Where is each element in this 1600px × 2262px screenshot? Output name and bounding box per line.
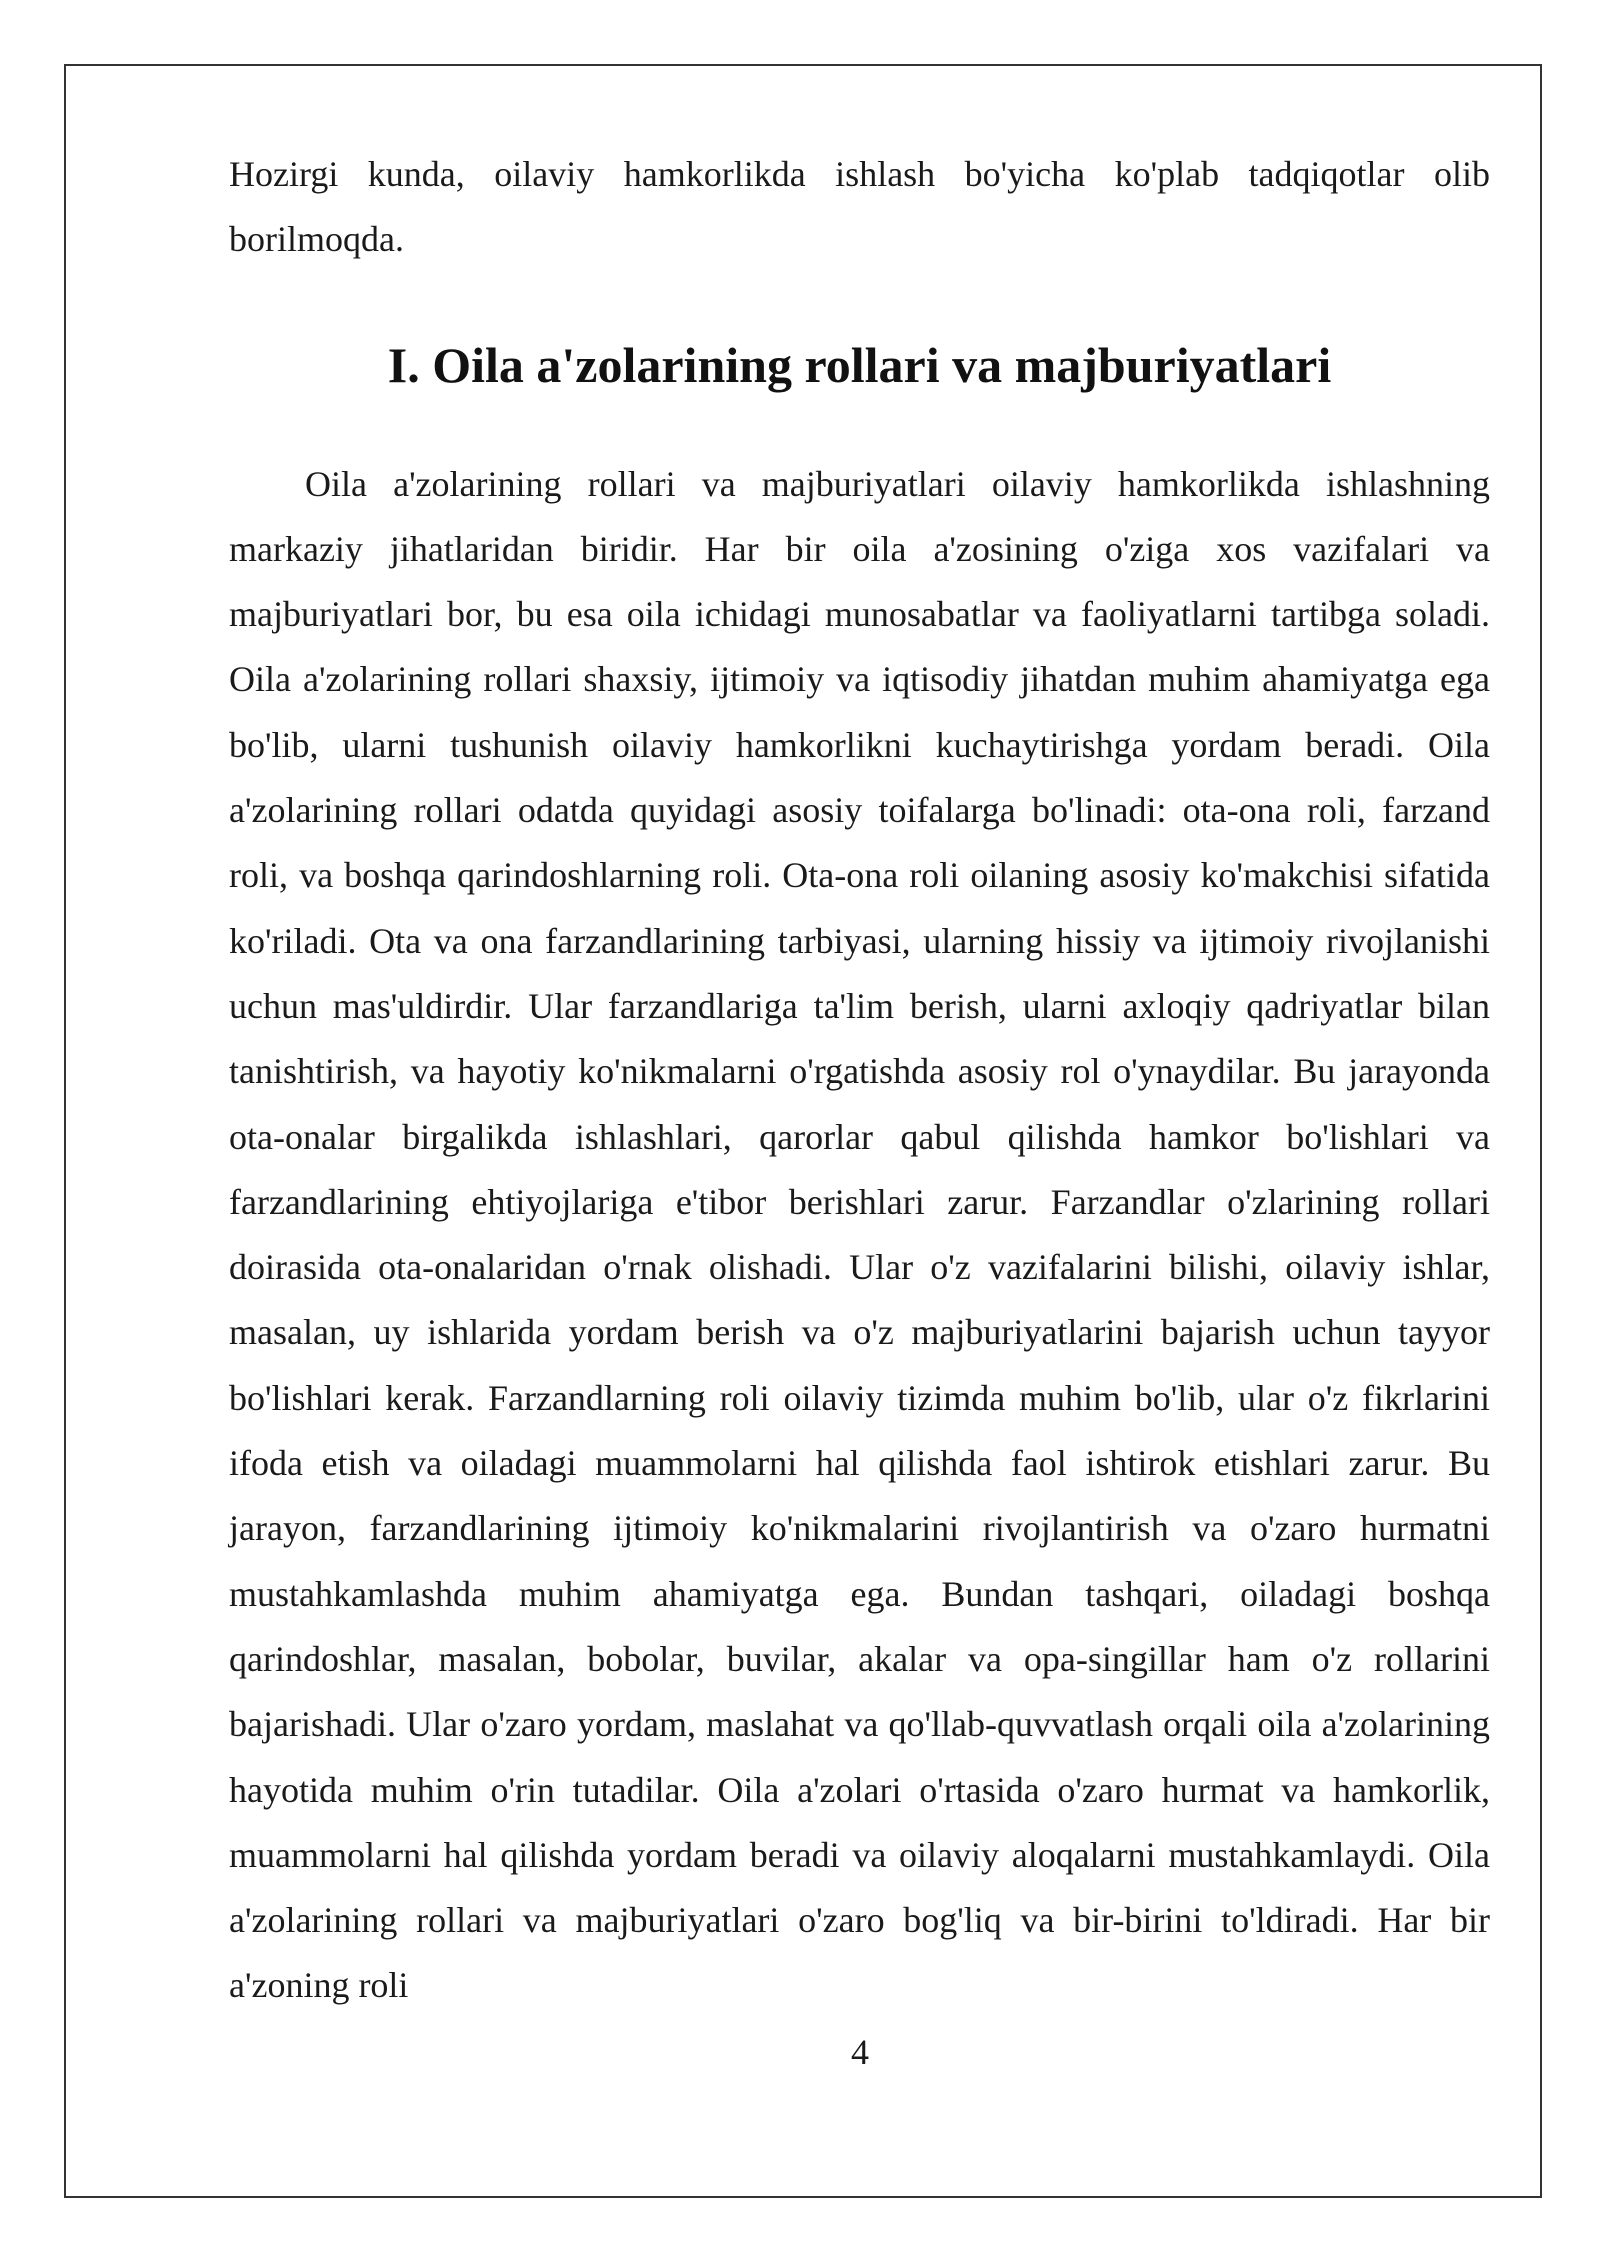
body-paragraph: Oila a'zolarining rollari va majburiyatlari oilaviy hamkorlikda ishlashning markaziy jihatlaridan biridir. Har bir oila a'zosining o'ziga xos vazifalari va majburiyatlari bor, bu esa oila ichidagi munosabatlar va faoliyatlarni tartibga soladi. Oila a'zolarining rollari shaxsiy, ijtimoiy va iqtisodiy jihatdan muhim ahamiyatga ega bo'lib, ularni tushunish oilaviy hamkorlikni kuchaytirishga yordam beradi. Oila a'zolarining rollari odatda quyidagi asosiy toifalarga bo'linadi: ota-ona roli, farzand roli, va boshqa qarindoshlarning roli. Ota-ona roli oilaning asosiy ko'makchisi sifatida ko'riladi. Ota va ona farzandlarining tarbiyasi, ularning hissiy va ijtimoiy rivojlanishi uchun mas'uldirdir. Ular farzandlariga ta'lim berish, ularni axloqiy qadriyatlar bilan tanishtirish, va hayotiy ko'nikmalarni o'rgatishda asosiy rol o'ynaydilar. Bu jarayonda ota-onalar birgalikda ishlashlari, qarorlar qabul qilishda hamkor bo'lishlari va farzandlarining ehtiyojlariga e'tibor berishlari zarur. Farzandlar o'zlarining rollari doirasida ota-onalaridan o'rnak olishadi. Ular o'z vazifalarini bilishi, oilaviy ishlar, masalan, uy ishlarida yordam berish va o'z majburiyatlarini bajarish uchun tayyor bo'lishlari kerak. Farzandlarning roli oilaviy tizimda muhim bo'lib, ular o'z fikrlarini ifoda etish va oiladagi muammolarni hal qilishda faol ishtirok etishlari zarur. Bu jarayon, farzandlarining ijtimoiy ko'nikmalarini rivojlantirish va o'zaro hurmatni mustahkamlashda muhim ahamiyatga ega. Bundan tashqari, oiladagi boshqa qarindoshlar, masalan, bobolar, buvilar, akalar va opa-singillar ham o'z rollarini bajarishadi. Ular o'zaro yordam, maslahat va qo'llab-quvvatlash orqali oila a'zolarining hayotida muhim o'rin tutadilar. Oila a'zolari o'rtasida o'zaro hurmat va hamkorlik, muammolarni hal qilishda yordam beradi va oilaviy aloqalarni mustahkamlaydi. Oila a'zolarining rollari va majburiyatlari o'zaro bog'liq va bir-birini to'ldiradi. Har bir a'zoning roli (229, 463, 1490, 2006)
page-number: 4 (851, 2032, 869, 2072)
page-content (229, 142, 1490, 2019)
section-heading: I. Oila a'zolarining rollari va majburiyatlari (387, 336, 1332, 393)
intro-paragraph: Hozirgi kunda, oilaviy hamkorlikda ishlash bo'yicha ko'plab tadqiqotlar olib borilmoqda. (229, 154, 1490, 260)
